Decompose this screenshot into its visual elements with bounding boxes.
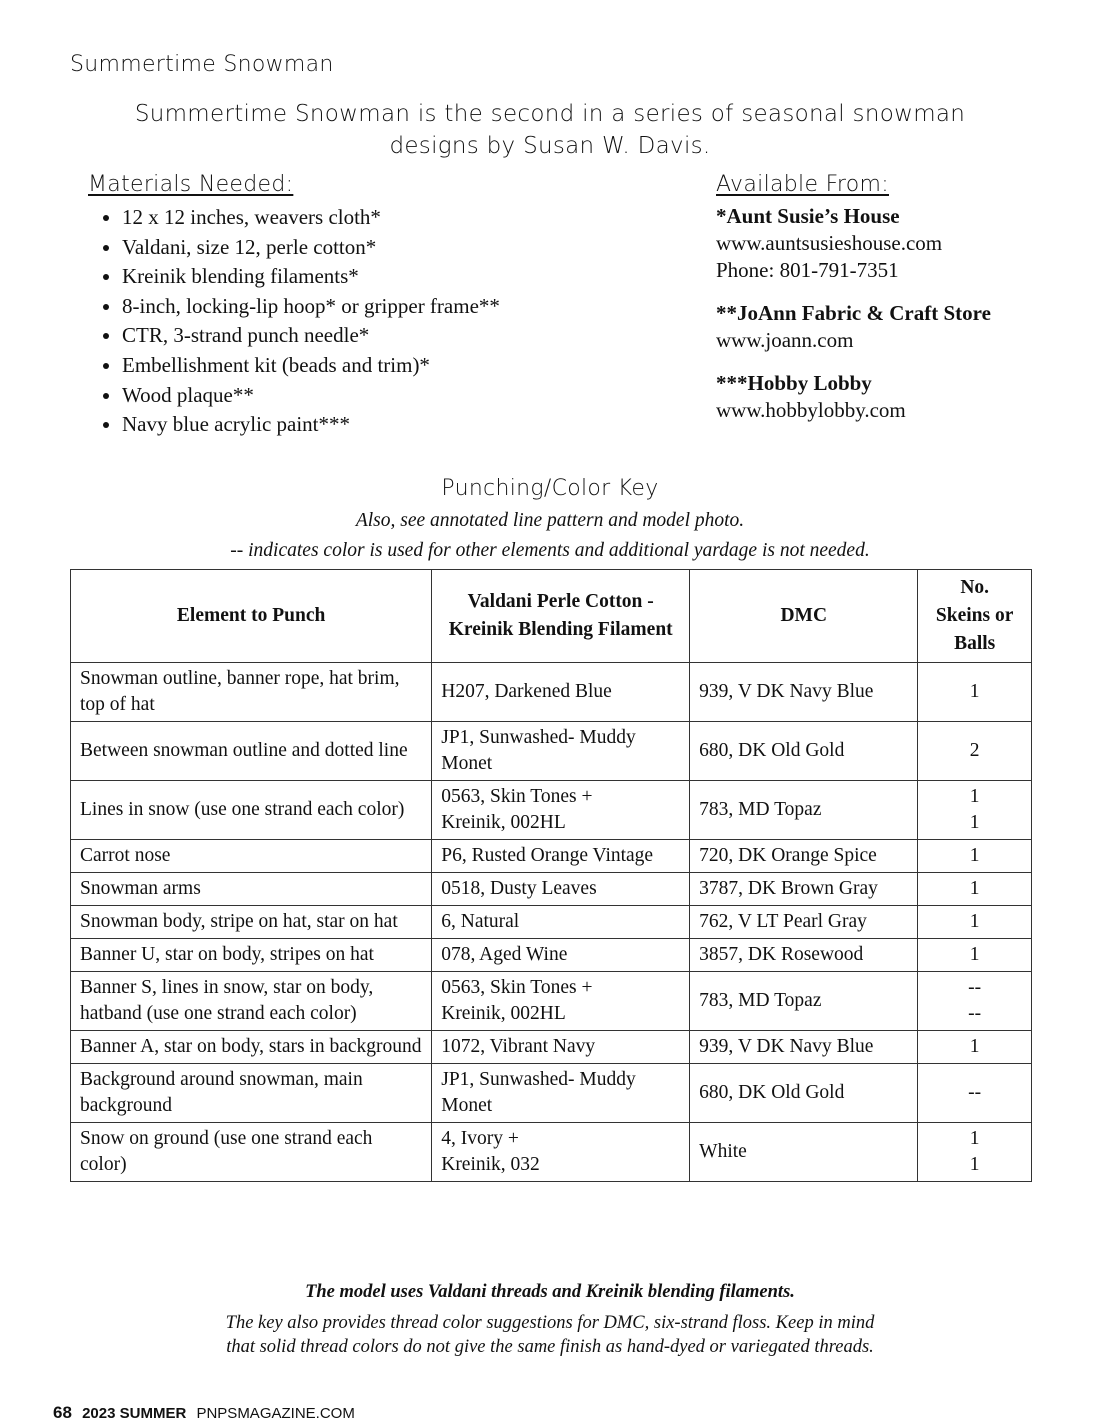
suppliers-section xyxy=(716,172,1056,440)
cell-dmc: 939, V DK Navy Blue xyxy=(690,1031,918,1064)
table-row xyxy=(71,840,1032,873)
cell-count: 1 xyxy=(918,663,1032,722)
supplier-hobby-lobby xyxy=(716,370,1056,424)
cell-element: Between snowman outline and dotted line xyxy=(71,722,432,781)
cell-dmc: 3787, DK Brown Gray xyxy=(690,873,918,906)
cell-count xyxy=(918,1123,1032,1182)
suppliers-heading: Available From: xyxy=(716,172,889,197)
cell-dmc: 783, MD Topaz xyxy=(690,781,918,840)
cell-dmc: 680, DK Old Gold xyxy=(690,722,918,781)
valdani-line: Kreinik, 002HL xyxy=(441,1003,566,1024)
materials-heading: Materials Needed: xyxy=(88,172,294,197)
valdani-line: 0563, Skin Tones + xyxy=(441,786,593,807)
cell-count: 1 xyxy=(918,1031,1032,1064)
supplier-name: ***Hobby Lobby xyxy=(716,371,872,395)
materials-list xyxy=(88,203,688,440)
page-title: Summertime Snowman xyxy=(70,52,334,77)
cell-valdani: H207, Darkened Blue xyxy=(432,663,690,722)
table-row xyxy=(71,1123,1032,1182)
supplier-url[interactable]: www.auntsusieshouse.com xyxy=(716,231,943,255)
cell-count: 1 xyxy=(918,873,1032,906)
table-row xyxy=(71,781,1032,840)
material-item: • Navy blue acrylic paint*** xyxy=(122,410,688,440)
cell-valdani: JP1, Sunwashed- Muddy Monet xyxy=(432,1064,690,1123)
table-row xyxy=(71,1031,1032,1064)
cell-valdani: P6, Rusted Orange Vintage xyxy=(432,840,690,873)
material-item: • Kreinik blending filaments* xyxy=(122,262,688,292)
cell-element: Snow on ground (use one strand each color) xyxy=(71,1123,432,1182)
table-header-row xyxy=(71,570,1032,663)
page-number: 68 xyxy=(53,1403,72,1422)
table-row xyxy=(71,906,1032,939)
cell-element: Snowman outline, banner rope, hat brim, top of hat xyxy=(71,663,432,722)
cell-element: Snowman body, stripe on hat, star on hat xyxy=(71,906,432,939)
valdani-line: Kreinik, 032 xyxy=(441,1154,540,1175)
header-skeins-line: Balls xyxy=(954,633,996,654)
cell-valdani: 0518, Dusty Leaves xyxy=(432,873,690,906)
dmc-footnote-line: that solid thread colors do not give the same finish as hand-dyed or variegated threads. xyxy=(226,1337,874,1357)
color-key-title: Punching/Color Key xyxy=(441,476,659,501)
supplier-name: **JoAnn Fabric & Craft Store xyxy=(716,301,991,325)
cell-element: Banner U, star on body, stripes on hat xyxy=(71,939,432,972)
material-item: • Valdani, size 12, perle cotton* xyxy=(122,233,688,263)
table-row xyxy=(71,663,1032,722)
color-key-note: Also, see annotated line pattern and model photo. xyxy=(355,510,745,531)
cell-dmc: 783, MD Topaz xyxy=(690,972,918,1031)
cell-valdani xyxy=(432,1123,690,1182)
cell-count xyxy=(918,781,1032,840)
cell-valdani: 078, Aged Wine xyxy=(432,939,690,972)
supplier-phone: Phone: 801-791-7351 xyxy=(716,258,899,282)
header-skeins-line: No. xyxy=(960,577,990,598)
cell-valdani xyxy=(432,972,690,1031)
table-row xyxy=(71,722,1032,781)
model-footnote: The model uses Valdani threads and Kreinik blending filaments. xyxy=(305,1282,795,1302)
cell-dmc: 720, DK Orange Spice xyxy=(690,840,918,873)
header-element: Element to Punch xyxy=(71,570,432,663)
header-valdani-line: Kreinik Blending Filament xyxy=(448,619,673,640)
cell-count xyxy=(918,972,1032,1031)
valdani-line: 4, Ivory + xyxy=(441,1128,519,1149)
cell-dmc: White xyxy=(690,1123,918,1182)
dmc-footnote xyxy=(0,1311,1100,1359)
cell-dmc: 939, V DK Navy Blue xyxy=(690,663,918,722)
cell-count: -- xyxy=(918,1064,1032,1123)
material-item: • 8-inch, locking-lip hoop* or gripper frame** xyxy=(122,292,688,322)
header-valdani-line: Valdani Perle Cotton - xyxy=(467,591,654,612)
cell-valdani: JP1, Sunwashed- Muddy Monet xyxy=(432,722,690,781)
table-row xyxy=(71,873,1032,906)
supplier-url[interactable]: www.joann.com xyxy=(716,328,854,352)
issue-label: 2023 SUMMER xyxy=(82,1405,187,1422)
cell-element: Snowman arms xyxy=(71,873,432,906)
cell-count: 2 xyxy=(918,722,1032,781)
materials-section xyxy=(88,172,688,440)
cell-valdani xyxy=(432,781,690,840)
intro-line-2: designs by Susan W. Davis. xyxy=(389,133,711,159)
cell-valdani: 1072, Vibrant Navy xyxy=(432,1031,690,1064)
count-line: -- xyxy=(968,1003,982,1024)
valdani-line: 0563, Skin Tones + xyxy=(441,977,593,998)
cell-element: Lines in snow (use one strand each color) xyxy=(71,781,432,840)
count-line: 1 xyxy=(969,1154,980,1175)
material-item: • Embellishment kit (beads and trim)* xyxy=(122,351,688,381)
cell-valdani: 6, Natural xyxy=(432,906,690,939)
table-row xyxy=(71,972,1032,1031)
cell-count: 1 xyxy=(918,840,1032,873)
table-row xyxy=(71,1064,1032,1123)
material-item: • Wood plaque** xyxy=(122,381,688,411)
valdani-line: Kreinik, 002HL xyxy=(441,812,566,833)
cell-dmc: 680, DK Old Gold xyxy=(690,1064,918,1123)
count-line: 1 xyxy=(969,1128,980,1149)
cell-element: Background around snowman, main background xyxy=(71,1064,432,1123)
page-footer xyxy=(53,1403,355,1423)
material-item: • CTR, 3-strand punch needle* xyxy=(122,321,688,351)
dmc-footnote-line: The key also provides thread color suggestions for DMC, six-strand floss. Keep in mind xyxy=(225,1313,875,1333)
cell-element: Banner S, lines in snow, star on body, hatband (use one strand each color) xyxy=(71,972,432,1031)
count-line: -- xyxy=(968,977,982,998)
cell-dmc: 762, V LT Pearl Gray xyxy=(690,906,918,939)
cell-element: Carrot nose xyxy=(71,840,432,873)
supplier-joann xyxy=(716,300,1056,354)
count-line: 1 xyxy=(969,786,980,807)
cell-count: 1 xyxy=(918,939,1032,972)
cell-element: Banner A, star on body, stars in background xyxy=(71,1031,432,1064)
intro-line-1: Summertime Snowman is the second in a series of seasonal snowman xyxy=(134,101,966,127)
header-valdani xyxy=(432,570,690,663)
intro-text xyxy=(110,98,990,162)
supplier-name: *Aunt Susie’s House xyxy=(716,204,900,228)
header-skeins xyxy=(918,570,1032,663)
supplier-aunt-susies xyxy=(716,203,1056,284)
site-link[interactable]: PNPSMAGAZINE.COM xyxy=(196,1405,355,1422)
cell-dmc: 3857, DK Rosewood xyxy=(690,939,918,972)
count-line: 1 xyxy=(969,812,980,833)
table-row xyxy=(71,939,1032,972)
header-skeins-line: Skeins or xyxy=(935,605,1014,626)
cell-count: 1 xyxy=(918,906,1032,939)
color-key-note: -- indicates color is used for other elements and additional yardage is not needed. xyxy=(230,540,870,561)
supplier-url[interactable]: www.hobbylobby.com xyxy=(716,398,906,422)
material-item: • 12 x 12 inches, weavers cloth* xyxy=(122,203,688,233)
color-key-table xyxy=(70,569,1032,1182)
header-dmc: DMC xyxy=(690,570,918,663)
